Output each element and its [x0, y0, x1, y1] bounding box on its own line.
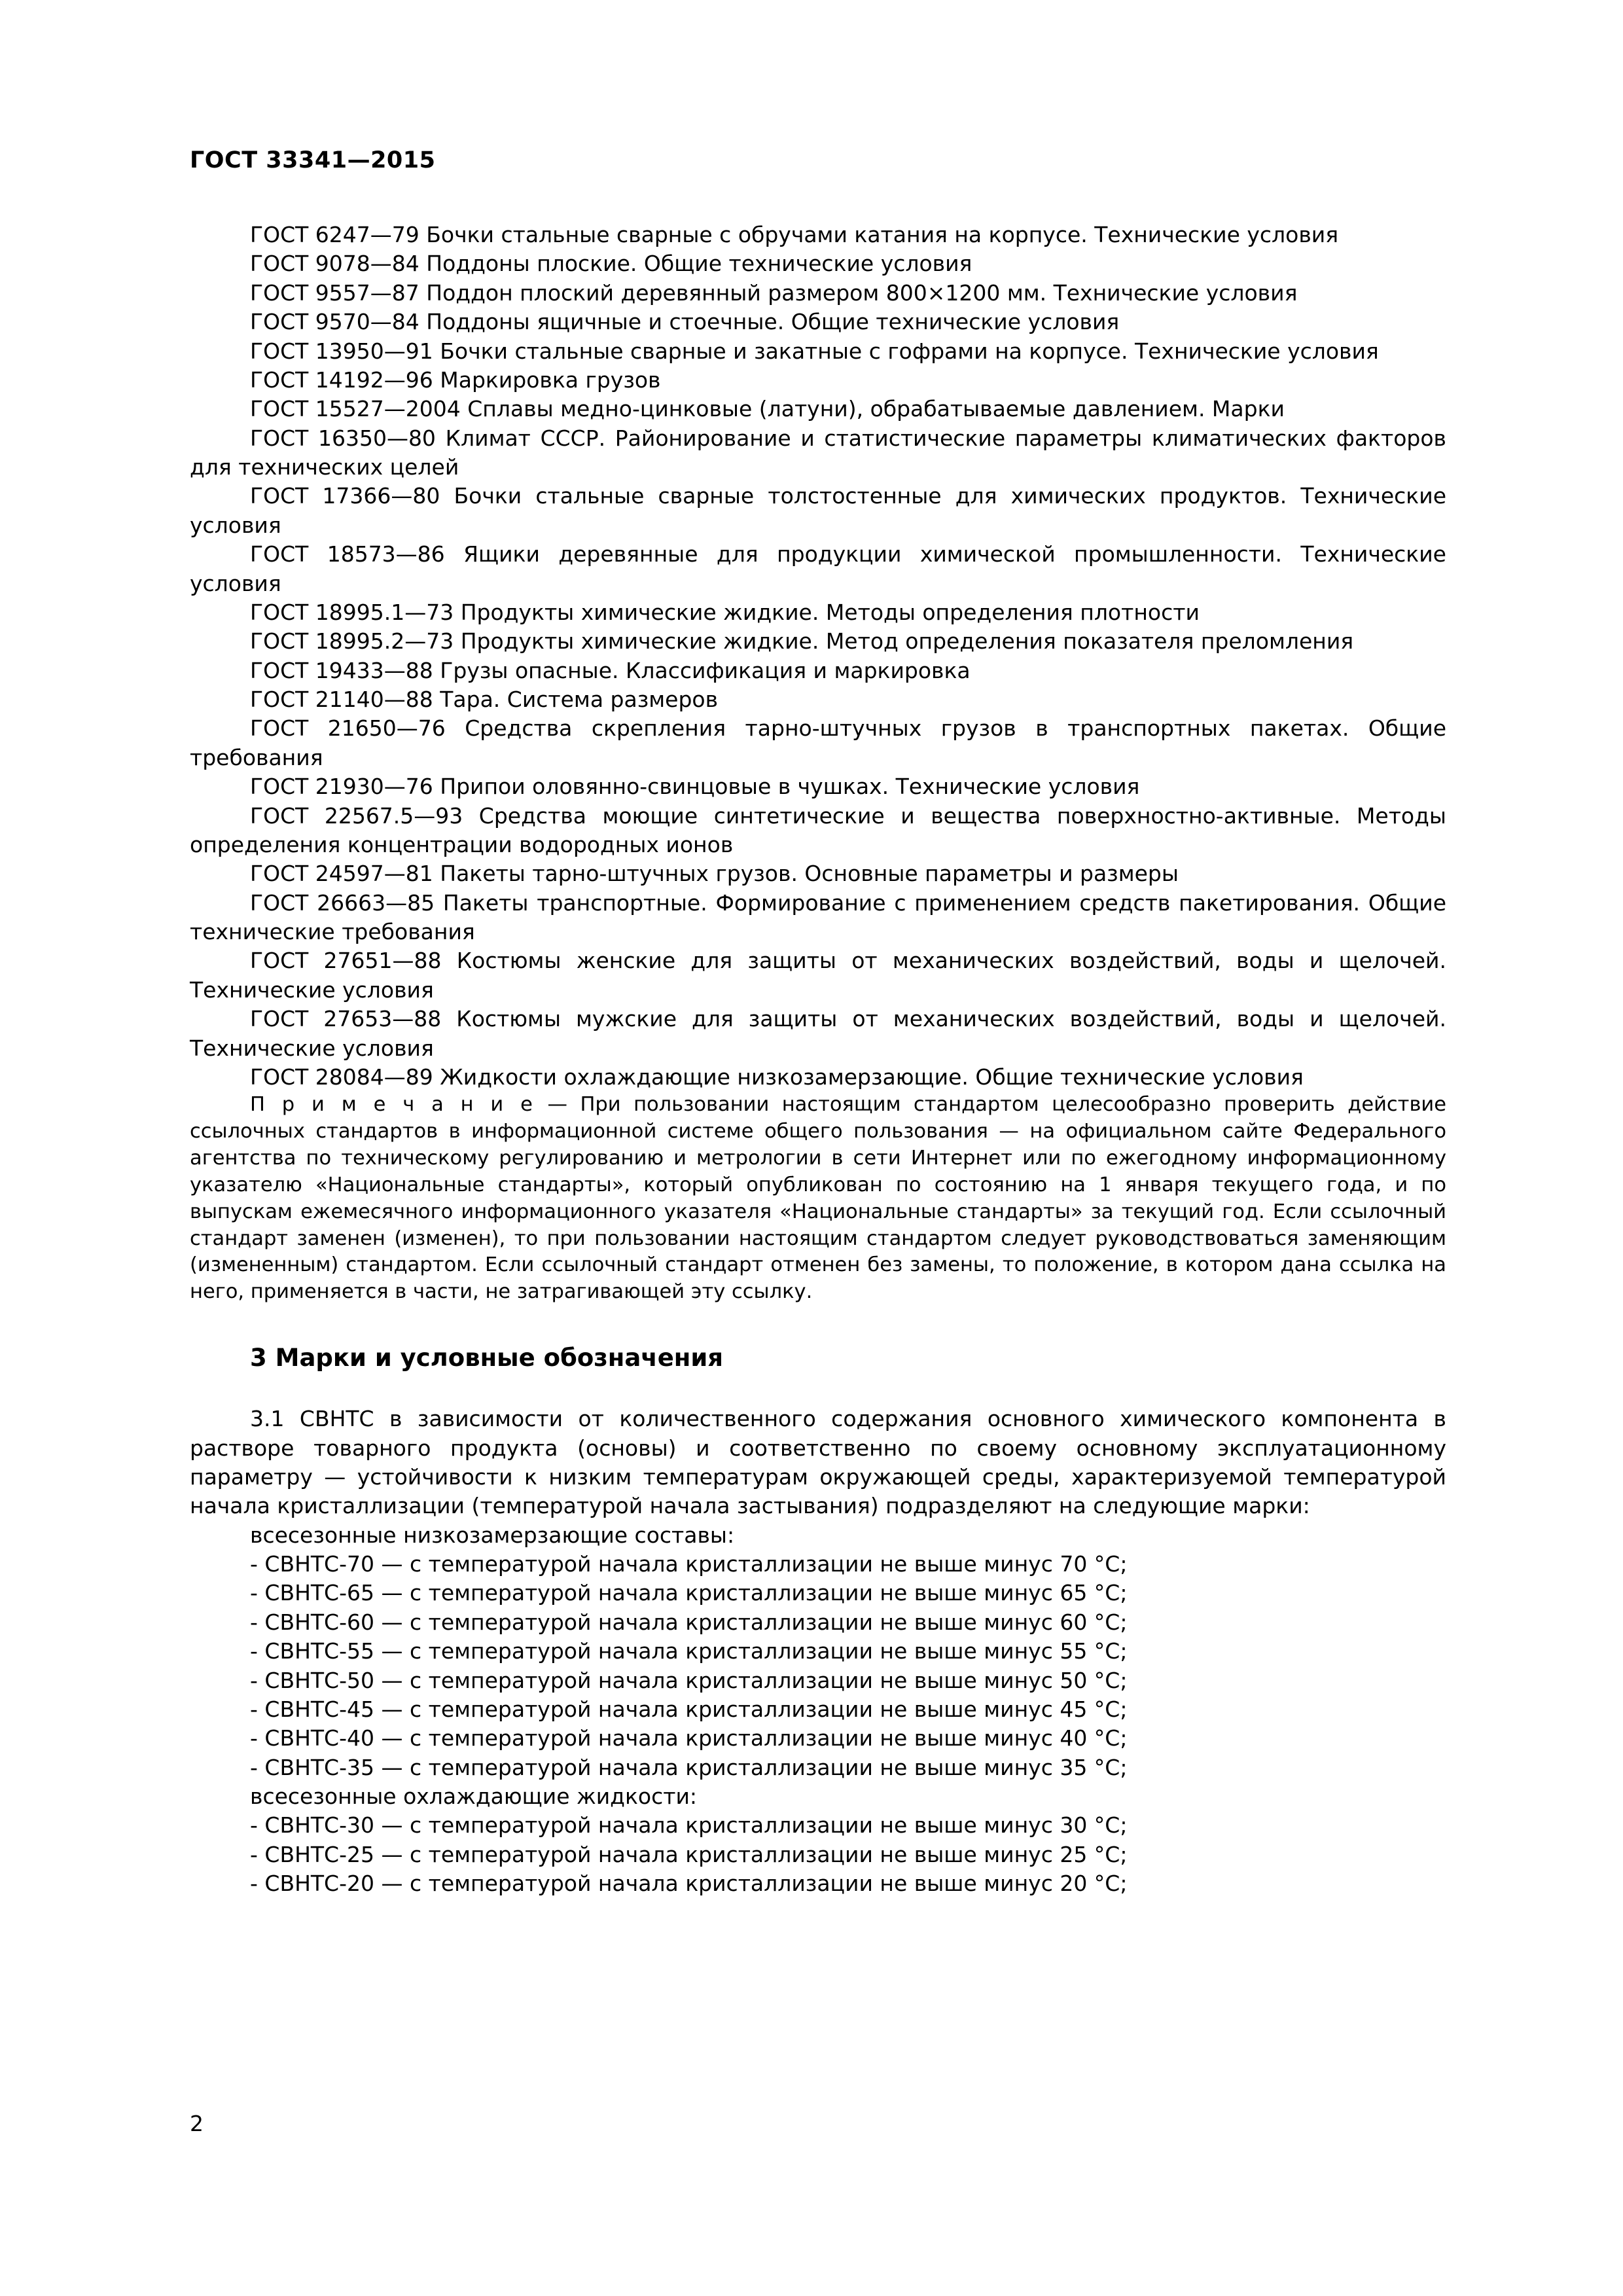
reference-item: ГОСТ 6247—79 Бочки стальные сварные с обручами катания на корпусе. Технические условия — [250, 222, 1339, 247]
grade-item: - СВНТС-25 — с температурой начала кристаллизации не выше минус 25 °С; — [250, 1841, 1128, 1867]
page-number: 2 — [190, 2111, 204, 2136]
reference-item: ГОСТ 27653—88 Костюмы мужские для защиты от механических воздействий, воды и щелочей. Технические условия — [190, 1006, 1446, 1061]
reference-item: ГОСТ 26663—85 Пакеты транспортные. Формирование с применением средств пакетирования. Общие технические требования — [190, 889, 1446, 944]
reference-item: ГОСТ 9557—87 Поддон плоский деревянный размером 800×1200 мм. Технические условия — [250, 279, 1298, 306]
grade-item: - СВНТС-55 — с температурой начала кристаллизации не выше минус 55 °С; — [250, 1638, 1128, 1664]
reference-item: ГОСТ 22567.5—93 Средства моющие синтетические и вещества поверхностно-активные. Методы определения концентрации водородных ионов — [190, 802, 1446, 857]
note-text: — При пользовании настоящим стандартом целесообразно проверить действие ссылочных стандартов в информационной системе общего пользования — на официальном сайте Федерального агентства по техническому регулированию и метрологии в сети Интернет или по ежегодному информационному указателю «Национальные стандарты», который опубликован по состоянию на 1 января текущего года, и по выпускам ежемесячного информационного указателя «Национальные стандарты» за текущий год. Если ссылочный стандарт заменен (изменен), то при пользовании настоящим стандартом следует руководствоваться заменяющим (измененным) стандартом. Если ссылочный стандарт отменен без замены, то положение, в котором дана ссылка на него, применяется в части, не затрагивающей эту ссылку. — [190, 1093, 1447, 1304]
section-content — [190, 1405, 1446, 1898]
section-heading: 3 Марки и условные обозначения — [250, 1344, 724, 1372]
document-header: ГОСТ 33341—2015 — [190, 147, 436, 173]
reference-item: ГОСТ 17366—80 Бочки стальные сварные толстостенные для химических продуктов. Технические условия — [190, 483, 1446, 538]
grade-item: - СВНТС-40 — с температурой начала кристаллизации не выше минус 40 °С; — [250, 1725, 1128, 1751]
reference-item: ГОСТ 18995.2—73 Продукты химические жидкие. Метод определения показателя преломления — [250, 628, 1354, 655]
grade-item: - СВНТС-70 — с температурой начала кристаллизации не выше минус 70 °С; — [250, 1551, 1128, 1577]
note-label: П р и м е ч а н и е — [250, 1093, 535, 1117]
reference-item: ГОСТ 9570—84 Поддоны ящичные и стоечные. Общие технические условия — [250, 309, 1120, 335]
grade-item: - СВНТС-20 — с температурой начала кристаллизации не выше минус 20 °С; — [250, 1871, 1128, 1897]
note-block — [190, 1092, 1446, 1306]
group-title-all-season-antifreeze: всесезонные низкозамерзающие составы: — [250, 1522, 735, 1548]
group-title-all-season-coolants: всесезонные охлаждающие жидкости: — [250, 1784, 698, 1809]
reference-item: ГОСТ 18995.1—73 Продукты химические жидкие. Методы определения плотности — [250, 599, 1200, 625]
grade-item: - СВНТС-45 — с температурой начала кристаллизации не выше минус 45 °С; — [250, 1696, 1128, 1722]
reference-item: ГОСТ 18573—86 Ящики деревянные для продукции химической промышленности. Технические условия — [190, 541, 1446, 596]
section-paragraph: 3.1 СВНТС в зависимости от количественного содержания основного химического компонента в растворе товарного продукта (основы) и соответственно по своему основному эксплуатационному параметру — устойчивости к низким температурам окружающей среды, характеризуемой температурой начала кристаллизации (температурой начала застывания) подразделяют на следующие марки: — [190, 1406, 1446, 1519]
reference-item: ГОСТ 21140—88 Тара. Система размеров — [250, 687, 719, 712]
reference-item: ГОСТ 28084—89 Жидкости охлаждающие низкозамерзающие. Общие технические условия — [250, 1064, 1304, 1090]
page-content — [190, 147, 1446, 1899]
reference-item: ГОСТ 15527—2004 Сплавы медно-цинковые (латуни), обрабатываемые давлением. Марки — [250, 396, 1285, 422]
normative-references-list — [190, 221, 1446, 1092]
reference-item: ГОСТ 27651—88 Костюмы женские для защиты от механических воздействий, воды и щелочей. Технические условия — [190, 948, 1446, 1003]
reference-item: ГОСТ 24597—81 Пакеты тарно-штучных грузов. Основные параметры и размеры — [250, 861, 1179, 887]
reference-item: ГОСТ 9078—84 Поддоны плоские. Общие технические условия — [250, 251, 972, 277]
grade-item: - СВНТС-35 — с температурой начала кристаллизации не выше минус 35 °С; — [250, 1754, 1128, 1780]
reference-item: ГОСТ 14192—96 Маркировка грузов — [250, 367, 661, 393]
reference-item: ГОСТ 16350—80 Климат СССР. Районирование и статистические параметры климатических факторов для технических целей — [190, 425, 1446, 480]
reference-item: ГОСТ 19433—88 Грузы опасные. Классификация и маркировка — [250, 657, 971, 683]
grade-item: - СВНТС-60 — с температурой начала кристаллизации не выше минус 60 °С; — [250, 1609, 1128, 1635]
grade-item: - СВНТС-65 — с температурой начала кристаллизации не выше минус 65 °С; — [250, 1580, 1128, 1606]
reference-item: ГОСТ 21650—76 Средства скрепления тарно-штучных грузов в транспортных пакетах. Общие требования — [190, 715, 1446, 770]
reference-item: ГОСТ 21930—76 Припои оловянно-свинцовые в чушках. Технические условия — [250, 774, 1140, 800]
reference-item: ГОСТ 13950—91 Бочки стальные сварные и закатные с гофрами на корпусе. Технические условия — [250, 338, 1379, 364]
grade-item: - СВНТС-30 — с температурой начала кристаллизации не выше минус 30 °С; — [250, 1812, 1128, 1839]
grade-item: - СВНТС-50 — с температурой начала кристаллизации не выше минус 50 °С; — [250, 1667, 1128, 1693]
